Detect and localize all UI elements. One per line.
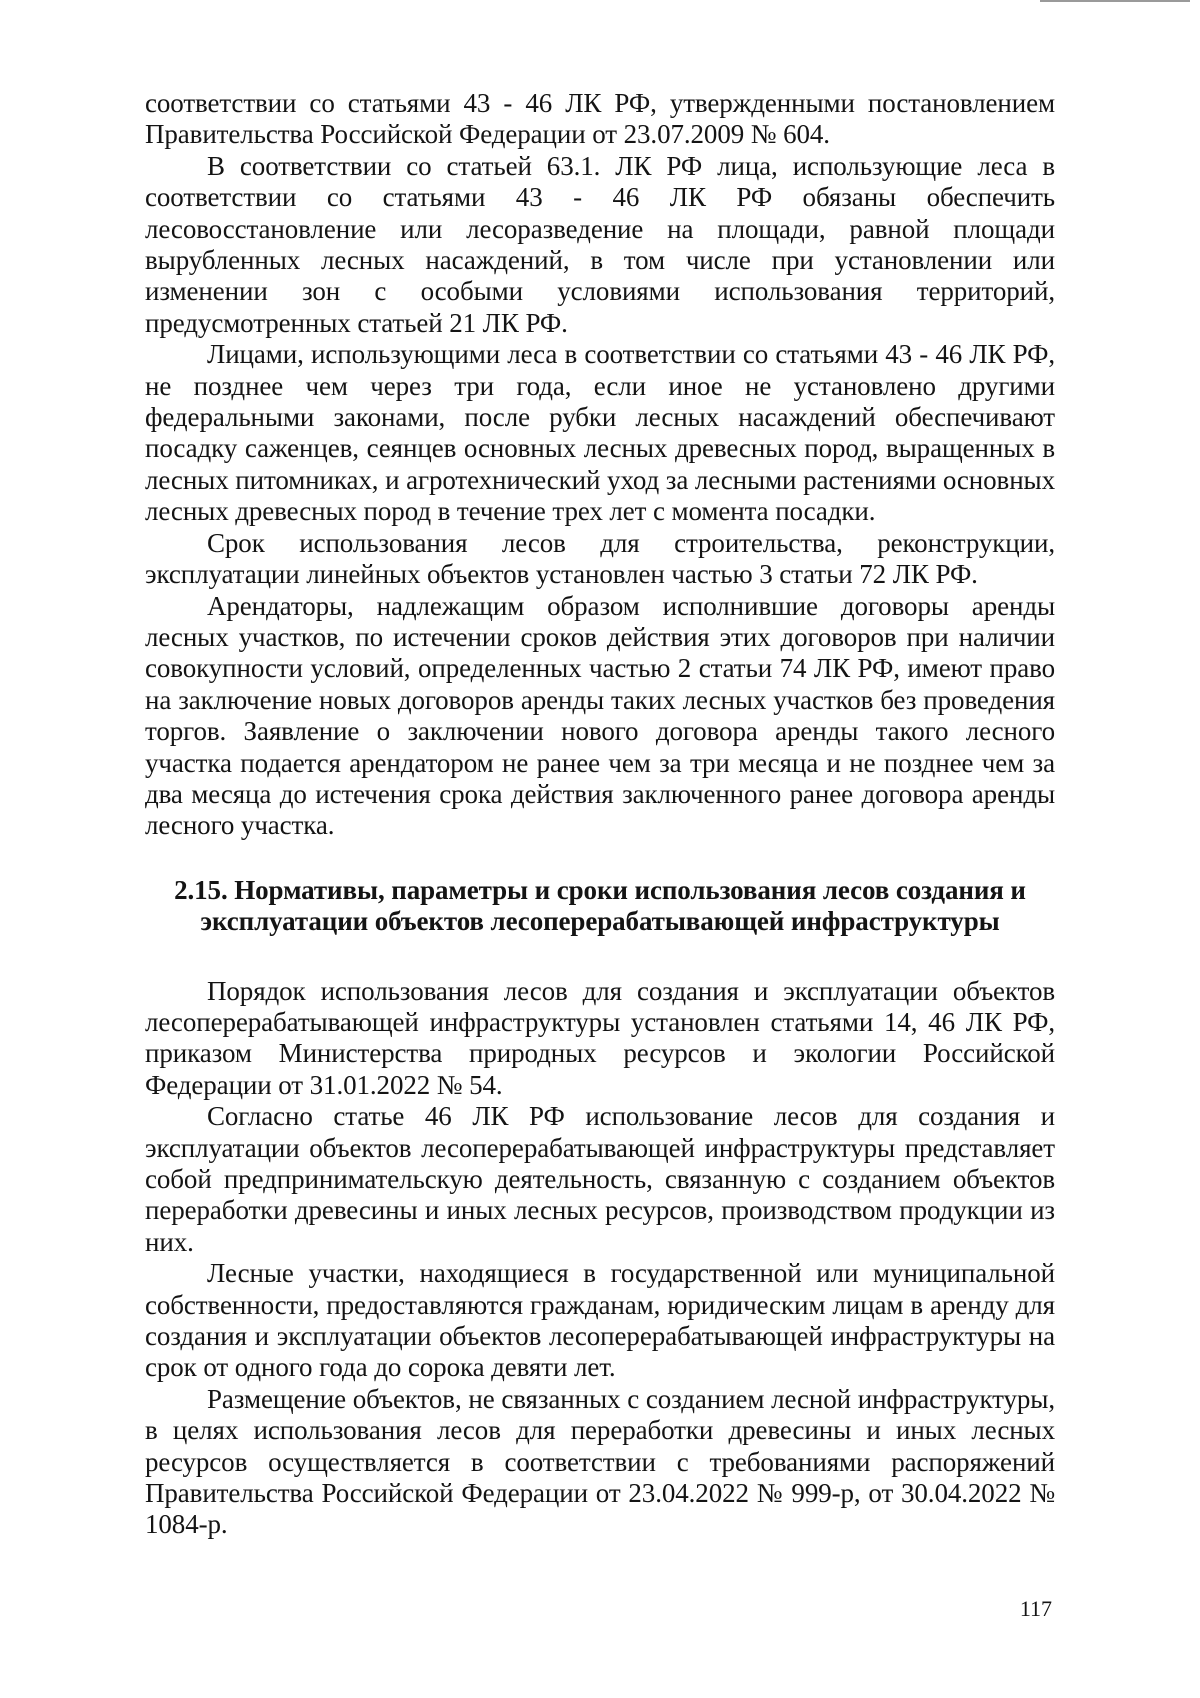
scan-edge-line (1040, 0, 1190, 2)
page-number: 117 (1019, 1596, 1052, 1621)
paragraph-object-placement: Размещение объектов, не связанных с созданием лесной инфраструктуры, в целях использования лесов для переработки древесины и иных лесных ресурсов осуществляется в соответствии с требованиями распоряжений Правительства Российской Федерации от 23.04.2022 № 999-р, от 30.04.2022 № 1084-р. (145, 1383, 1055, 1540)
document-body (145, 88, 1055, 1541)
paragraph-linear-objects-term: Срок использования лесов для строительства, реконструкции, эксплуатации линейных объектов установлен частью 3 статьи 72 ЛК РФ. (145, 527, 1055, 590)
paragraph-lease-renewal: Арендаторы, надлежащим образом исполнившие договоры аренды лесных участков, по истечении сроков действия этих договоров при наличии совокупности условий, определенных частью 2 статьи 74 ЛК РФ, имеют право на заключение новых договоров аренды таких лесных участков без проведения торгов. Заявление о заключении нового договора аренды такого лесного участка подается арендатором не ранее чем за три месяца и не позднее чем за два месяца до истечения срока действия заключенного ранее договора аренды лесного участка. (145, 590, 1055, 841)
paragraph-reforestation-obligation: Лицами, использующими леса в соответствии со статьями 43 - 46 ЛК РФ, не позднее чем через три года, если иное не установлено другими федеральными законами, после рубки лесных насаждений обеспечивают посадку саженцев, сеянцев основных лесных древесных пород, выращенных в лесных питомниках, и агротехнический уход за лесными растениями основных лесных древесных пород в течение трех лет с момента посадки. (145, 339, 1055, 527)
paragraph-usage-procedure: Порядок использования лесов для создания и эксплуатации объектов лесоперерабатывающей инфраструктуры установлен статьями 14, 46 ЛК РФ, приказом Министерства природных ресурсов и экологии Российской Федерации от 31.01.2022 № 54. (145, 975, 1055, 1100)
paragraph-article-63-1: В соответствии со статьей 63.1. ЛК РФ лица, использующие леса в соответствии со статьями 43 - 46 ЛК РФ обязаны обеспечить лесовосстановление или лесоразведение на площади, равной площади вырубленных лесных насаждений, в том числе при установлении или изменении зон с особыми условиями использования территорий, предусмотренных статьей 21 ЛК РФ. (145, 150, 1055, 338)
paragraph-continuation: соответствии со статьями 43 - 46 ЛК РФ, утвержденными постановлением Правительства Российской Федерации от 23.07.2009 № 604. (145, 88, 1055, 150)
paragraph-article-46: Согласно статье 46 ЛК РФ использование лесов для создания и эксплуатации объектов лесоперерабатывающей инфраструктуры представляет собой предпринимательскую деятельность, связанную с созданием объектов переработки древесины и иных лесных ресурсов, производством продукции из них. (145, 1101, 1055, 1257)
section-heading: 2.15. Нормативы, параметры и сроки использования лесов создания и эксплуатации объектов лесоперерабатывающей инфраструктуры (174, 874, 1026, 937)
paragraph-land-lease-term: Лесные участки, находящиеся в государственной или муниципальной собственности, предоставляются гражданам, юридическим лицам в аренду для создания и эксплуатации объектов лесоперерабатывающей инфраструктуры на срок от одного года до сорока девяти лет. (145, 1258, 1055, 1383)
